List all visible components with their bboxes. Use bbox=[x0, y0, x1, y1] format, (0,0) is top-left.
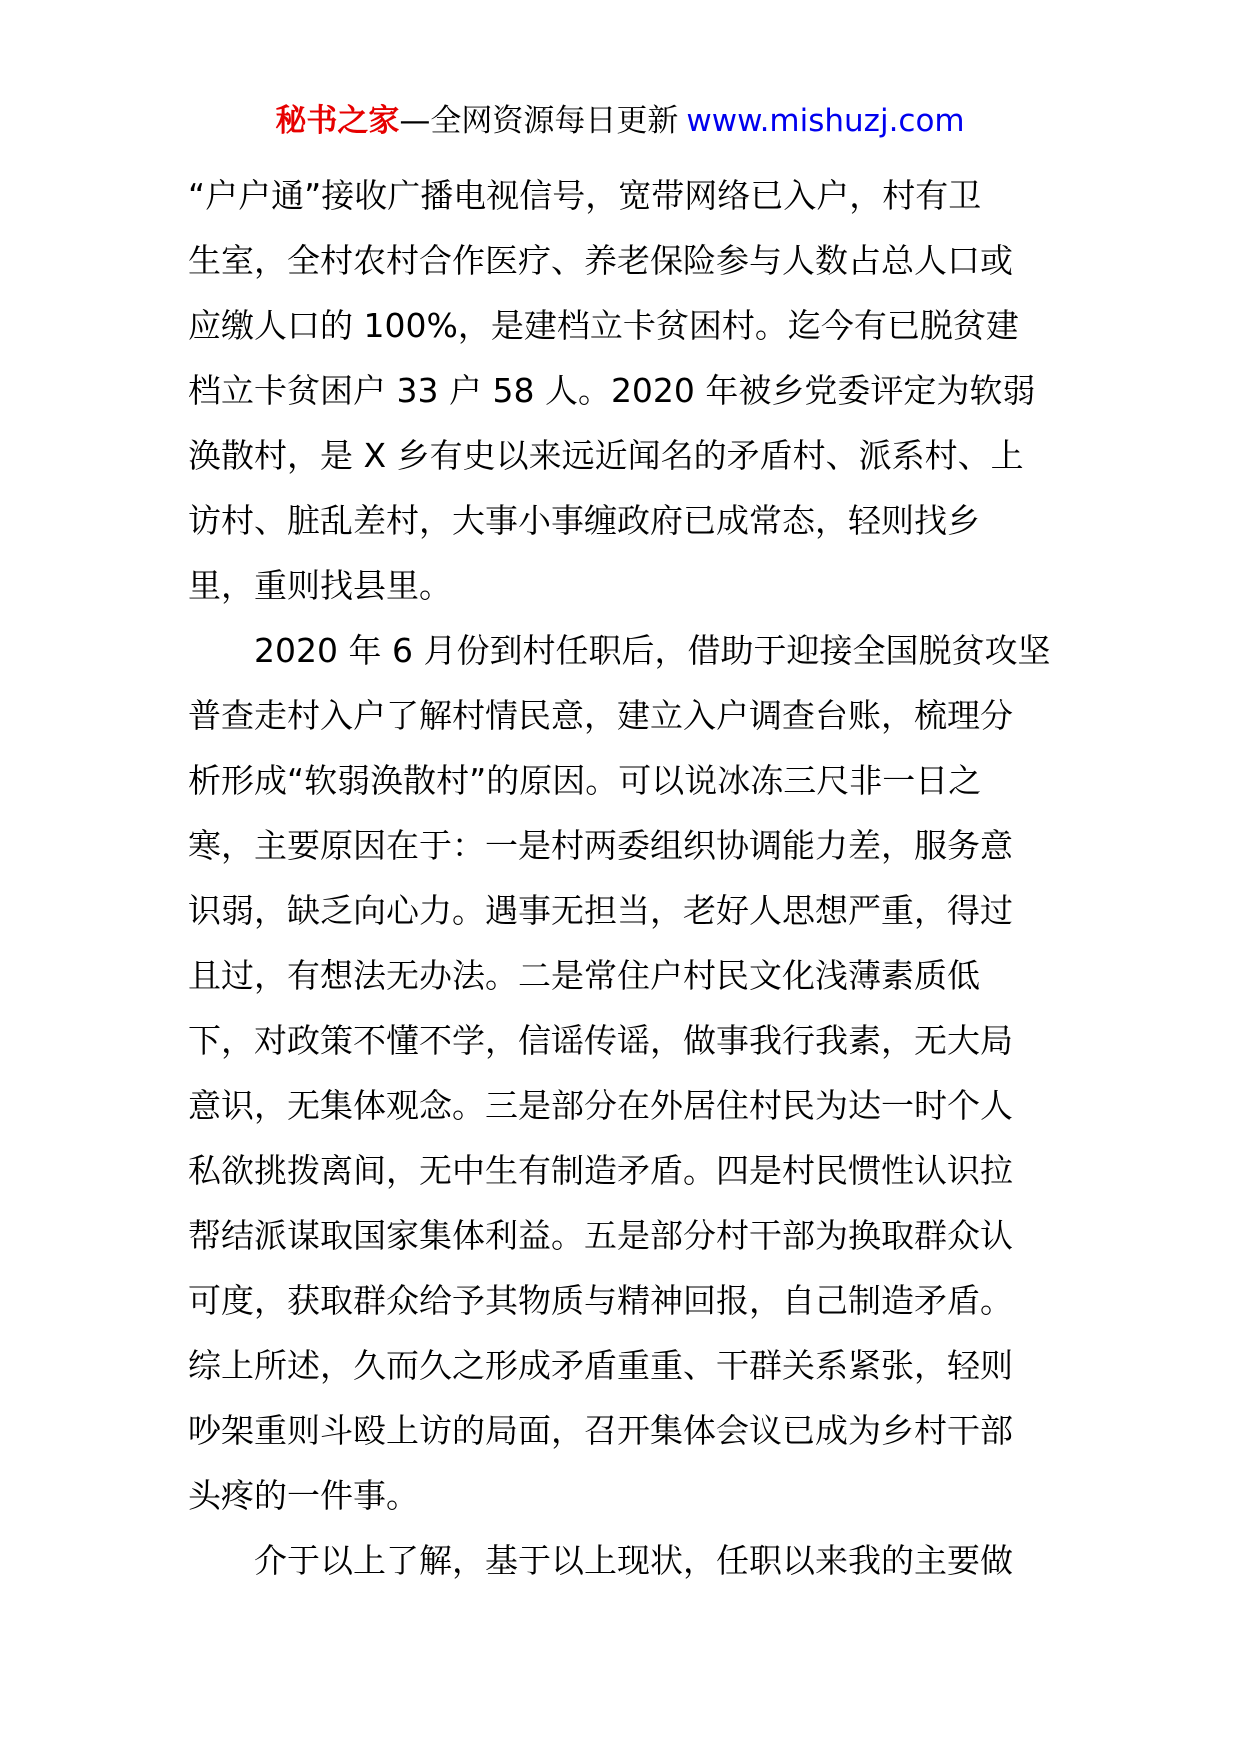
site-url-link[interactable]: www.mishuzj.com bbox=[686, 103, 965, 139]
text-line: 寒，主要原因在于：一是村两委组织协调能力差，服务意 bbox=[188, 826, 1013, 865]
text-line: 析形成“软弱涣散村”的原因。可以说冰冻三尺非一日之 bbox=[188, 761, 982, 800]
text-line: 生室，全村农村合作医疗、养老保险参与人数占总人口或 bbox=[188, 241, 1013, 280]
text-line: 下，对政策不懂不学，信谣传谣，做事我行我素，无大局 bbox=[188, 1021, 1013, 1060]
text-line: 吵架重则斗殴上访的局面，召开集体会议已成为乡村干部 bbox=[188, 1411, 1013, 1450]
text-line: 介于以上了解，基于以上现状，任职以来我的主要做 bbox=[254, 1541, 1013, 1580]
text-line: 头疼的一件事。 bbox=[188, 1476, 419, 1515]
text-line: 意识，无集体观念。三是部分在外居住村民为达一时个人 bbox=[188, 1086, 1013, 1125]
text-line: 访村、脏乱差村，大事小事缠政府已成常态，轻则找乡 bbox=[188, 501, 980, 540]
header-tagline: —全网资源每日更新 bbox=[399, 103, 679, 139]
text-line: 涣散村，是 X 乡有史以来远近闻名的矛盾村、派系村、上 bbox=[188, 436, 1024, 475]
brand-name: 秘书之家 bbox=[275, 103, 400, 139]
document-body bbox=[188, 163, 1054, 1593]
text-line: 可度，获取群众给予其物质与精神回报，自己制造矛盾。 bbox=[188, 1281, 1013, 1320]
text-line: 帮结派谋取国家集体利益。五是部分村干部为换取群众认 bbox=[188, 1216, 1013, 1255]
text-line: 应缴人口的 100%，是建档立卡贫困村。迄今有已脱贫建 bbox=[188, 306, 1019, 345]
text-line: 私欲挑拨离间，无中生有制造矛盾。四是村民惯性认识拉 bbox=[188, 1151, 1013, 1190]
text-line: 且过，有想法无办法。二是常住户村民文化浅薄素质低 bbox=[188, 956, 980, 995]
text-line: 识弱，缺乏向心力。遇事无担当，老好人思想严重，得过 bbox=[188, 891, 1013, 930]
text-line: “户户通”接收广播电视信号，宽带网络已入户，村有卫 bbox=[188, 176, 982, 215]
text-line: 2020 年 6 月份到村任职后，借助于迎接全国脱贫攻坚 bbox=[254, 631, 1051, 670]
text-line: 档立卡贫困户 33 户 58 人。2020 年被乡党委评定为软弱 bbox=[188, 371, 1036, 410]
paragraph-2 bbox=[188, 618, 1054, 1528]
paragraph-1 bbox=[188, 163, 1054, 618]
text-line: 里，重则找县里。 bbox=[188, 566, 452, 605]
text-line: 综上所述，久而久之形成矛盾重重、干群关系紧张，轻则 bbox=[188, 1346, 1013, 1385]
paragraph-3 bbox=[188, 1528, 1054, 1593]
page-header bbox=[0, 101, 1240, 141]
text-line: 普查走村入户了解村情民意，建立入户调查台账，梳理分 bbox=[188, 696, 1013, 735]
